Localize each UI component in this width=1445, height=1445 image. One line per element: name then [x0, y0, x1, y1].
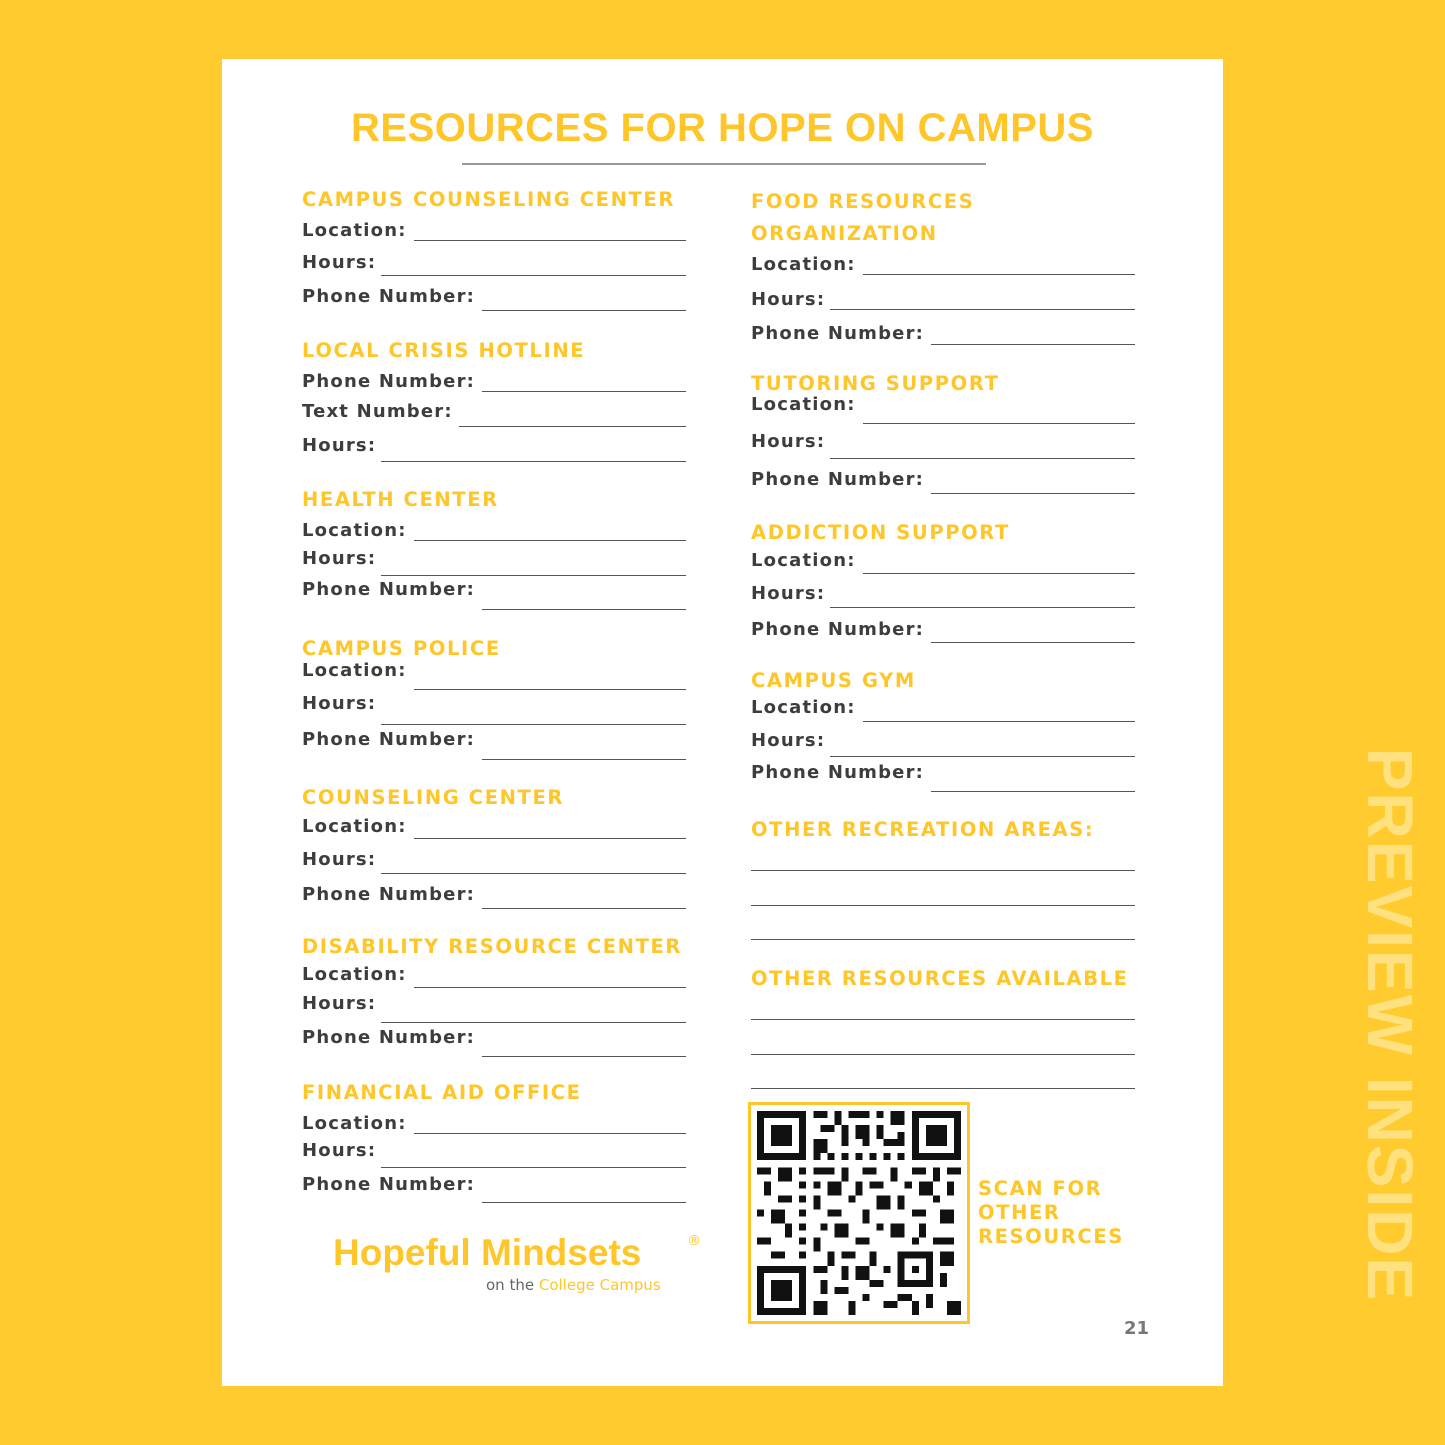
title-divider — [462, 163, 986, 165]
section-heading: FINANCIAL AID OFFICE — [302, 1081, 582, 1104]
hours-label: Hours: — [751, 431, 826, 452]
section-heading: CAMPUS COUNSELING CENTER — [302, 188, 675, 211]
hours-label: Hours: — [302, 993, 377, 1014]
phone-blank[interactable] — [482, 310, 686, 311]
registered-mark: ® — [687, 1233, 701, 1249]
phone-blank[interactable] — [482, 1056, 686, 1057]
phone-blank[interactable] — [931, 791, 1135, 792]
phone-label: Phone Number: — [751, 619, 925, 640]
section-heading-line: ADDICTION SUPPORT — [751, 521, 1010, 544]
phone-blank[interactable] — [931, 344, 1135, 345]
phone-label: Phone Number: — [302, 371, 476, 392]
location-label: Location: — [302, 964, 407, 985]
phone-label: Phone Number: — [302, 286, 476, 307]
hours-label: Hours: — [751, 583, 826, 604]
brand-logo-name: Hopeful Mindsets — [333, 1232, 642, 1273]
location-blank[interactable] — [414, 1133, 686, 1134]
location-blank[interactable] — [863, 423, 1135, 424]
hours-blank[interactable] — [381, 275, 686, 276]
hours-blank[interactable] — [830, 458, 1135, 459]
location-blank[interactable] — [863, 721, 1135, 722]
location-label: Location: — [302, 660, 407, 681]
location-label: Location: — [751, 254, 856, 275]
phone-blank[interactable] — [482, 1202, 686, 1203]
section-heading: LOCAL CRISIS HOTLINE — [302, 339, 586, 362]
page-title: RESOURCES FOR HOPE ON CAMPUS — [351, 106, 1094, 150]
phone-blank[interactable] — [482, 759, 686, 760]
preview-watermark: PREVIEW INSIDE — [1354, 747, 1426, 1303]
text-number-blank[interactable] — [459, 426, 686, 427]
phone-blank[interactable] — [931, 642, 1135, 643]
location-blank[interactable] — [414, 540, 686, 541]
hours-label: Hours: — [302, 1140, 377, 1161]
free-text-blank[interactable] — [751, 939, 1135, 940]
section-heading: CAMPUS POLICE — [302, 637, 501, 660]
page-number: 21 — [1124, 1318, 1150, 1339]
qr-code[interactable] — [748, 1102, 970, 1324]
hours-blank[interactable] — [381, 1167, 686, 1168]
phone-blank[interactable] — [482, 609, 686, 610]
section-heading-line: FOOD RESOURCES — [751, 190, 975, 213]
section-heading-line: CAMPUS GYM — [751, 669, 916, 692]
section-heading: COUNSELING CENTER — [302, 786, 564, 809]
location-blank[interactable] — [414, 838, 686, 839]
qr-caption-line: OTHER — [978, 1201, 1061, 1224]
phone-label: Phone Number: — [302, 1174, 476, 1195]
hours-blank[interactable] — [381, 873, 686, 874]
location-blank[interactable] — [414, 987, 686, 988]
section-heading-line: OTHER RESOURCES AVAILABLE — [751, 967, 1129, 990]
location-label: Location: — [302, 1113, 407, 1134]
hours-label: Hours: — [751, 730, 826, 751]
qr-caption — [978, 1177, 1124, 1249]
hours-blank[interactable] — [381, 1022, 686, 1023]
location-blank[interactable] — [863, 274, 1135, 275]
hours-label: Hours: — [302, 252, 377, 273]
location-label: Location: — [302, 220, 407, 241]
phone-label: Phone Number: — [302, 884, 476, 905]
qr-caption-line: SCAN FOR — [978, 1177, 1103, 1200]
hours-blank[interactable] — [830, 756, 1135, 757]
free-text-blank[interactable] — [751, 905, 1135, 906]
location-label: Location: — [751, 550, 856, 571]
location-label: Location: — [751, 394, 856, 415]
hours-label: Hours: — [302, 548, 377, 569]
phone-blank[interactable] — [482, 391, 686, 392]
phone-label: Phone Number: — [302, 1027, 476, 1048]
phone-blank[interactable] — [931, 493, 1135, 494]
phone-label: Phone Number: — [302, 579, 476, 600]
logo-sub-accent: College Campus — [538, 1276, 661, 1294]
free-text-blank[interactable] — [751, 1019, 1135, 1020]
brand-logo-subtitle — [486, 1276, 661, 1294]
location-label: Location: — [302, 520, 407, 541]
hours-label: Hours: — [302, 849, 377, 870]
hours-label: Hours: — [751, 289, 826, 310]
hours-blank[interactable] — [381, 575, 686, 576]
hours-label: Hours: — [302, 693, 377, 714]
section-heading: DISABILITY RESOURCE CENTER — [302, 935, 683, 958]
free-text-blank[interactable] — [751, 870, 1135, 871]
phone-label: Phone Number: — [751, 323, 925, 344]
location-label: Location: — [751, 697, 856, 718]
section-heading: HEALTH CENTER — [302, 488, 499, 511]
qr-caption-line: RESOURCES — [978, 1225, 1124, 1248]
qr-code-pattern — [757, 1111, 961, 1315]
phone-label: Phone Number: — [751, 762, 925, 783]
hours-blank[interactable] — [830, 607, 1135, 608]
hours-label: Hours: — [302, 435, 377, 456]
phone-label: Phone Number: — [302, 729, 476, 750]
section-heading-line: ORGANIZATION — [751, 222, 938, 245]
location-blank[interactable] — [414, 240, 686, 241]
hours-blank[interactable] — [830, 309, 1135, 310]
phone-blank[interactable] — [482, 908, 686, 909]
location-label: Location: — [302, 816, 407, 837]
section-heading-line: TUTORING SUPPORT — [751, 372, 1000, 395]
location-blank[interactable] — [863, 573, 1135, 574]
phone-label: Phone Number: — [751, 469, 925, 490]
free-text-blank[interactable] — [751, 1054, 1135, 1055]
hours-blank[interactable] — [381, 461, 686, 462]
location-blank[interactable] — [414, 689, 686, 690]
text-number-label: Text Number: — [302, 401, 453, 422]
section-heading-line: OTHER RECREATION AREAS: — [751, 818, 1095, 841]
logo-sub-prefix: on the — [486, 1276, 535, 1294]
hours-blank[interactable] — [381, 724, 686, 725]
free-text-blank[interactable] — [751, 1088, 1135, 1089]
